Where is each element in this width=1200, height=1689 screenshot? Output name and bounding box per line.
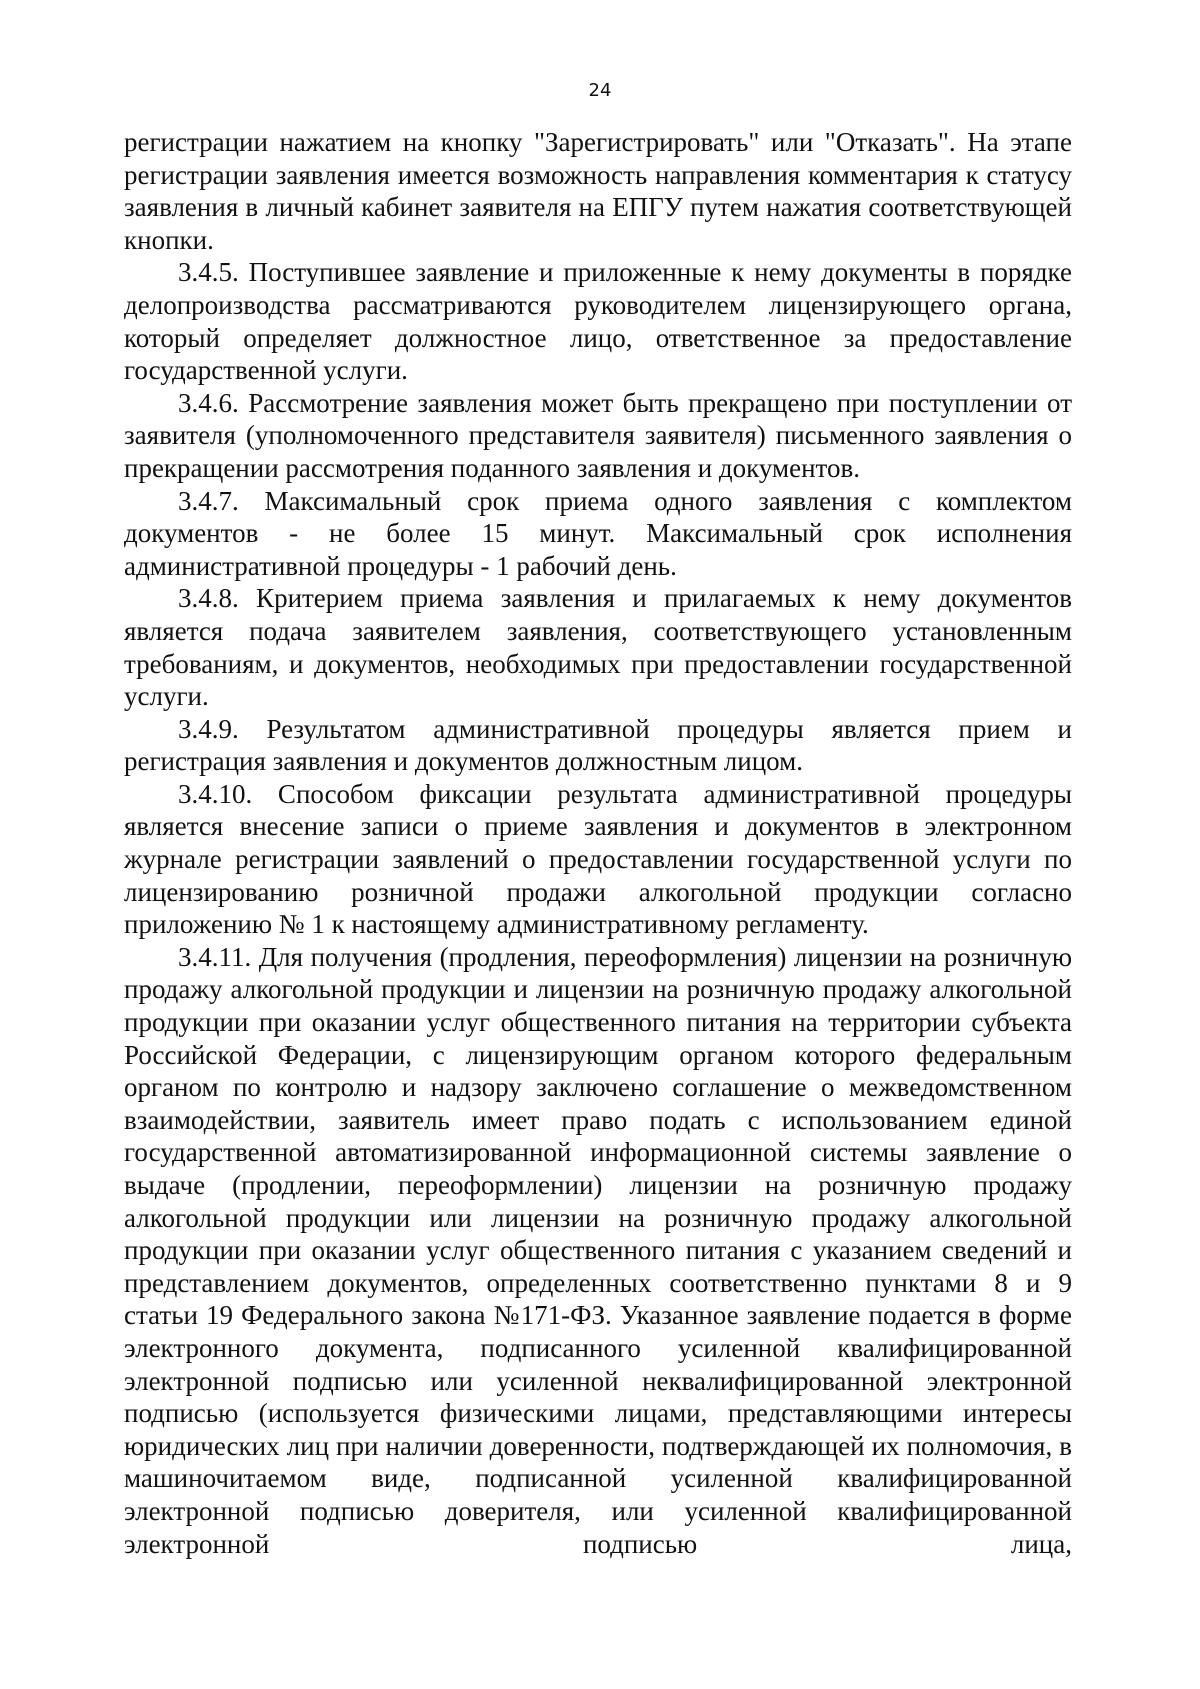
paragraph-3-4-10: 3.4.10. Способом фиксации результата административной процедуры является внесение записи о приеме заявления и документов в электронном журнале регистрации заявлений о предоставлении государственной услуги по лицензированию розничной продажи алкогольной продукции согласно приложению № 1 к настоящему административному регламенту.: [124, 778, 1072, 940]
page-number: 24: [588, 80, 612, 101]
paragraph-continuation: регистрации нажатием на кнопку "Зарегистрировать" или "Отказать". На этапе регистрации заявления имеется возможность направления комментария к статусу заявления в личный кабинет заявителя на ЕПГУ путем нажатия соответствующей кнопки.: [124, 127, 1072, 255]
paragraph-3-4-6: 3.4.6. Рассмотрение заявления может быть прекращено при поступлении от заявителя (уполномоченного представителя заявителя) письменного заявления о прекращении рассмотрения поданного заявления и документов.: [124, 387, 1072, 483]
paragraph-3-4-5: 3.4.5. Поступившее заявление и приложенные к нему документы в порядке делопроизводства рассматриваются руководителем лицензирующего органа, который определяет должностное лицо, ответственное за предоставление государственной услуги.: [124, 257, 1072, 386]
paragraph-3-4-8: 3.4.8. Критерием приема заявления и прилагаемых к нему документов является подача заявителем заявления, соответствующего установленным требованиям, и документов, необходимых при предоставлении государственной услуги.: [124, 583, 1072, 712]
paragraph-3-4-9: 3.4.9. Результатом административной процедуры является прием и регистрация заявления и документов должностным лицом.: [124, 713, 1072, 777]
paragraph-3-4-7: 3.4.7. Максимальный срок приема одного заявления с комплектом документов - не более 15 минут. Максимальный срок исполнения административной процедуры - 1 рабочий день.: [124, 485, 1072, 581]
paragraph-3-4-11: 3.4.11. Для получения (продления, переоформления) лицензии на розничную продажу алкогольной продукции и лицензии на розничную продажу алкогольной продукции при оказании услуг общественного питания на территории субъекта Российской Федерации, с лицензирующим органом которого федеральным органом по контролю и надзору заключено соглашение о межведомственном взаимодействии, заявитель имеет право подать с использованием единой государственной автоматизированной информационной системы заявление о выдаче (продлении, переоформлении) лицензии на розничную продажу алкогольной продукции или лицензии на розничную продажу алкогольной продукции при оказании услуг общественного питания с указанием сведений и представлением документов, определенных соответственно пунктами 8 и 9 статьи 19 Федерального закона №171-ФЗ. Указанное заявление подается в форме электронного документа, подписанного усиленной квалифицированной электронной подписью или усиленной неквалифицированной электронной подписью (используется физическими лицами, представляющими интересы юридических лиц при наличии доверенности, подтверждающей их полномочия, в машиночитаемом виде, подписанной усиленной квалифицированной электронной подписью доверителя, или усиленной квалифицированной электронной подписью лица,: [124, 941, 1072, 1559]
document-body: [124, 126, 1072, 1560]
